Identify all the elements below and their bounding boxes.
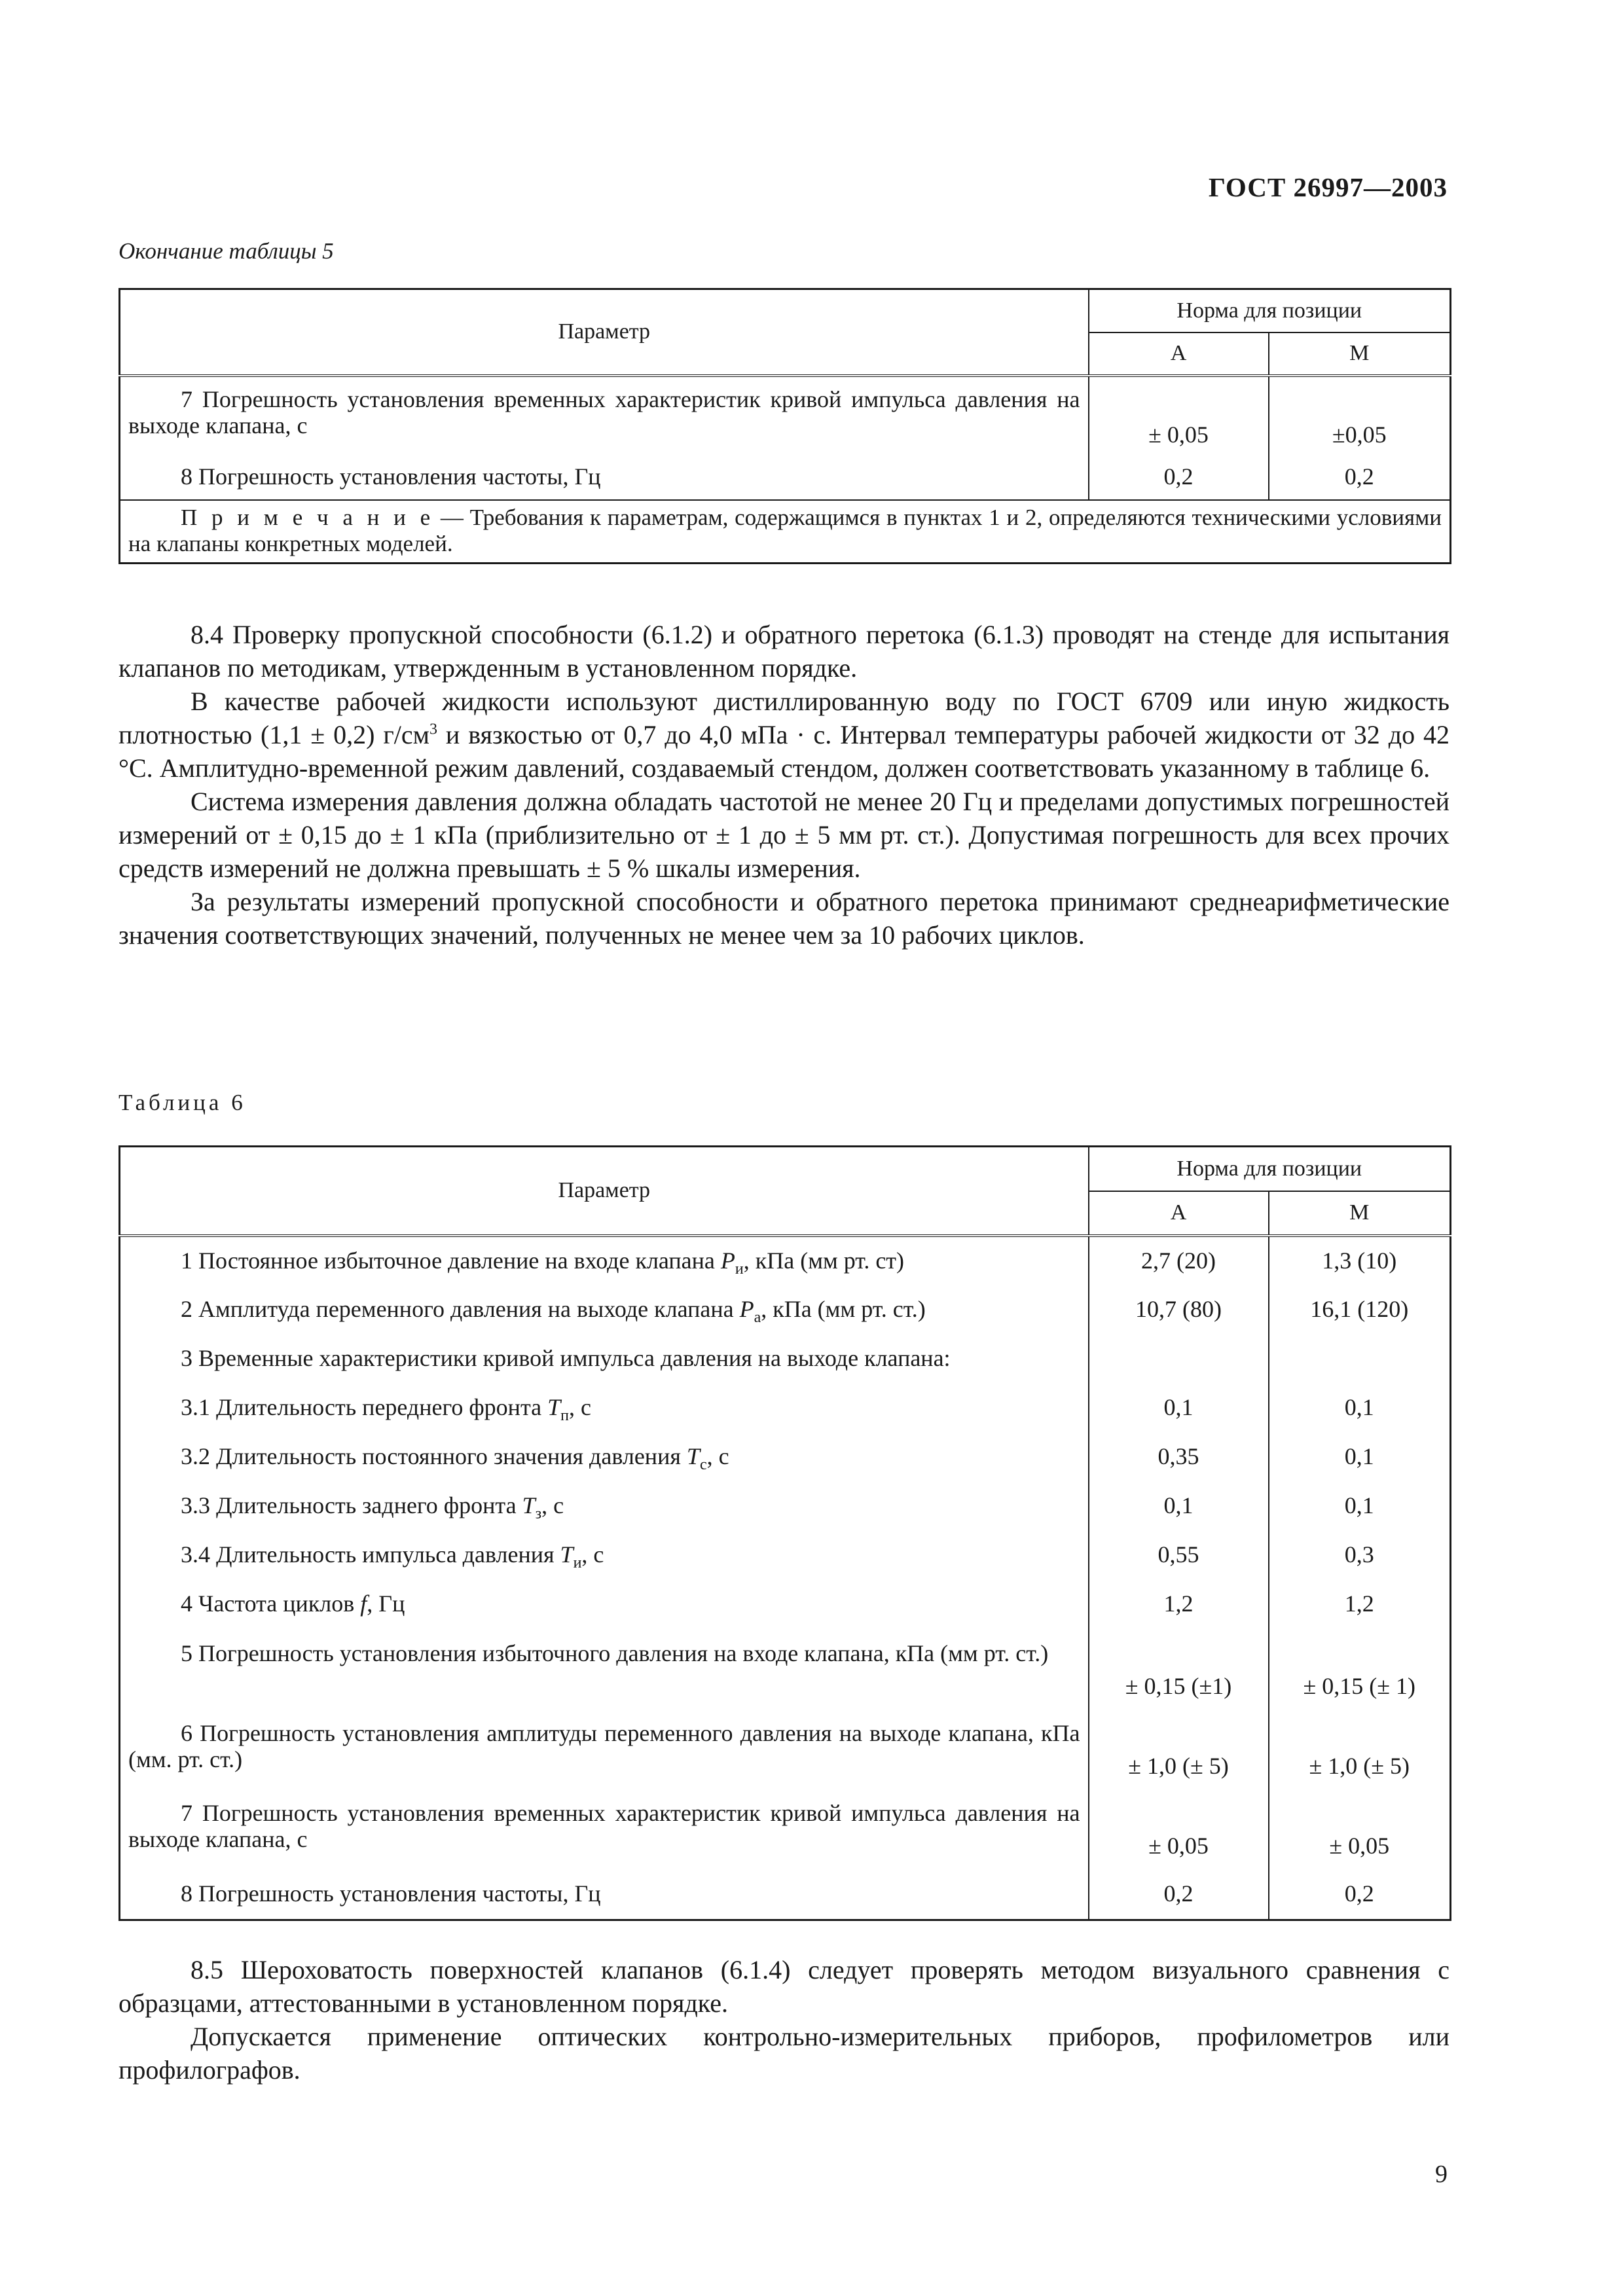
table-row: 3.3 Длительность заднего фронта $T_з$, с 0,1 0,1 xyxy=(120,1481,1451,1530)
table5-note xyxy=(120,500,1451,564)
table-row: 5 Погрешность установления избыточного давления на входе клапана, кПа (мм рт. ст.) ± 0,15 (±1) ± 0,15 (± 1) xyxy=(120,1628,1451,1708)
table5-header-norm: Норма для позиции xyxy=(1089,289,1451,332)
paragraph: 8.4 Проверку пропускной способности (6.1.2) и обратного перетока (6.1.3) проводят на стенде для испытания клапанов по методикам, утвержденным в установленном порядке. xyxy=(119,620,1450,683)
table6-header-param: Параметр xyxy=(120,1147,1089,1236)
paragraph: Система измерения давления должна обладать частотой не менее 20 Гц и пределами допустимых погрешностей измерений от ± 0,15 до ± 1 кПа (приблизительно от ± 1 до ± 5 мм рт. ст.). Допустимая погрешность для всех прочих средств измерений не должна превышать ± 5 % шкалы измерения. xyxy=(119,787,1450,883)
table5-header-a: А xyxy=(1089,332,1269,376)
table-row: 8 Погрешность установления частоты, Гц 0,2 0,2 xyxy=(120,1868,1451,1920)
paragraph: За результаты измерений пропускной способности и обратного перетока принимают среднеарифметические значения соответствующих значений, полученных не менее чем за 10 рабочих циклов. xyxy=(119,887,1450,950)
page-number: 9 xyxy=(1435,2161,1448,2188)
table6 xyxy=(119,1145,1451,1921)
note-label: П р и м е ч а н и е xyxy=(181,504,435,530)
table5-header-m: М xyxy=(1269,332,1451,376)
table5-row-param: 8 Погрешность установления частоты, Гц xyxy=(181,463,601,490)
table-row: 1 Постоянное избыточное давление на входе клапана $P_и$, кПа (мм рт. ст) 2,7 (20) 1,3 (10) xyxy=(120,1236,1451,1285)
table5-row-a: 0,2 xyxy=(1089,454,1269,500)
table-row xyxy=(120,454,1451,500)
table-row: 3.2 Длительность постоянного значения давления $T_с$, с 0,35 0,1 xyxy=(120,1432,1451,1481)
table5-row-param: 7 Погрешность установления временных характеристик кривой импульса давления на выходе клапана, с xyxy=(128,386,1080,439)
table-row: 6 Погрешность установления амплитуды переменного давления на выходе клапана, кПа (мм. рт. ст.) ± 1,0 (± 5) ± 1,0 (± 5) xyxy=(120,1708,1451,1788)
table5-row-m: ±0,05 xyxy=(1269,376,1451,454)
table6-header-a: А xyxy=(1089,1191,1269,1236)
table5-note-row xyxy=(120,500,1451,564)
table-row: 4 Частота циклов f, Гц 1,2 1,2 xyxy=(120,1579,1451,1628)
table-row: 3 Временные характеристики кривой импульса давления на выходе клапана: xyxy=(120,1334,1451,1383)
paragraph: В качестве рабочей жидкости используют дистиллированную воду по ГОСТ 6709 или иную жидкость плотностью (1,1 ± 0,2) $г/см^3$ и вязкостью от 0,7 до 4,0 мПа · с. Интервал температуры рабочей жидкости от 32 до 42 °С. Амплитудно-временной режим давлений, создаваемый стендом, должен соответствовать указанному в таблице 6. xyxy=(119,687,1450,783)
table6-header-m: М xyxy=(1269,1191,1451,1236)
paragraph: 8.5 Шероховатость поверхностей клапанов (6.1.4) следует проверять методом визуального сравнения с образцами, аттестованными в установленном порядке. xyxy=(119,1955,1450,2018)
table5-header-param: Параметр xyxy=(120,289,1089,376)
table-row: 7 Погрешность установления временных характеристик кривой импульса давления на выходе клапана, с ± 0,05 ± 0,05 xyxy=(120,1788,1451,1868)
table5-caption: Окончание таблицы 5 xyxy=(119,238,334,264)
note-text: — Требования к параметрам, содержащимся в пунктах 1 и 2, определяются техническими условиями на клапаны конкретных моделей. xyxy=(128,504,1442,556)
table6-caption: Таблица 6 xyxy=(119,1090,246,1115)
table-row xyxy=(120,376,1451,454)
table5-row-m: 0,2 xyxy=(1269,454,1451,500)
table-row: 3.4 Длительность импульса давления $T_и$, с 0,55 0,3 xyxy=(120,1530,1451,1579)
section-8-4 xyxy=(119,618,1450,952)
table-row: 3.1 Длительность переднего фронта $T_п$, с 0,1 0,1 xyxy=(120,1383,1451,1432)
table5 xyxy=(119,288,1451,564)
document-header: ГОСТ 26997—2003 xyxy=(1208,172,1448,202)
table-row: 2 Амплитуда переменного давления на выходе клапана $P_а$, кПа (мм рт. ст.) 10,7 (80) 16,1 (120) xyxy=(120,1285,1451,1334)
section-8-5 xyxy=(119,1953,1450,2087)
table5-row-a: ± 0,05 xyxy=(1089,376,1269,454)
table6-header-norm: Норма для позиции xyxy=(1089,1147,1451,1191)
paragraph: Допускается применение оптических контрольно-измерительных приборов, профилометров или профилографов. xyxy=(119,2022,1450,2085)
